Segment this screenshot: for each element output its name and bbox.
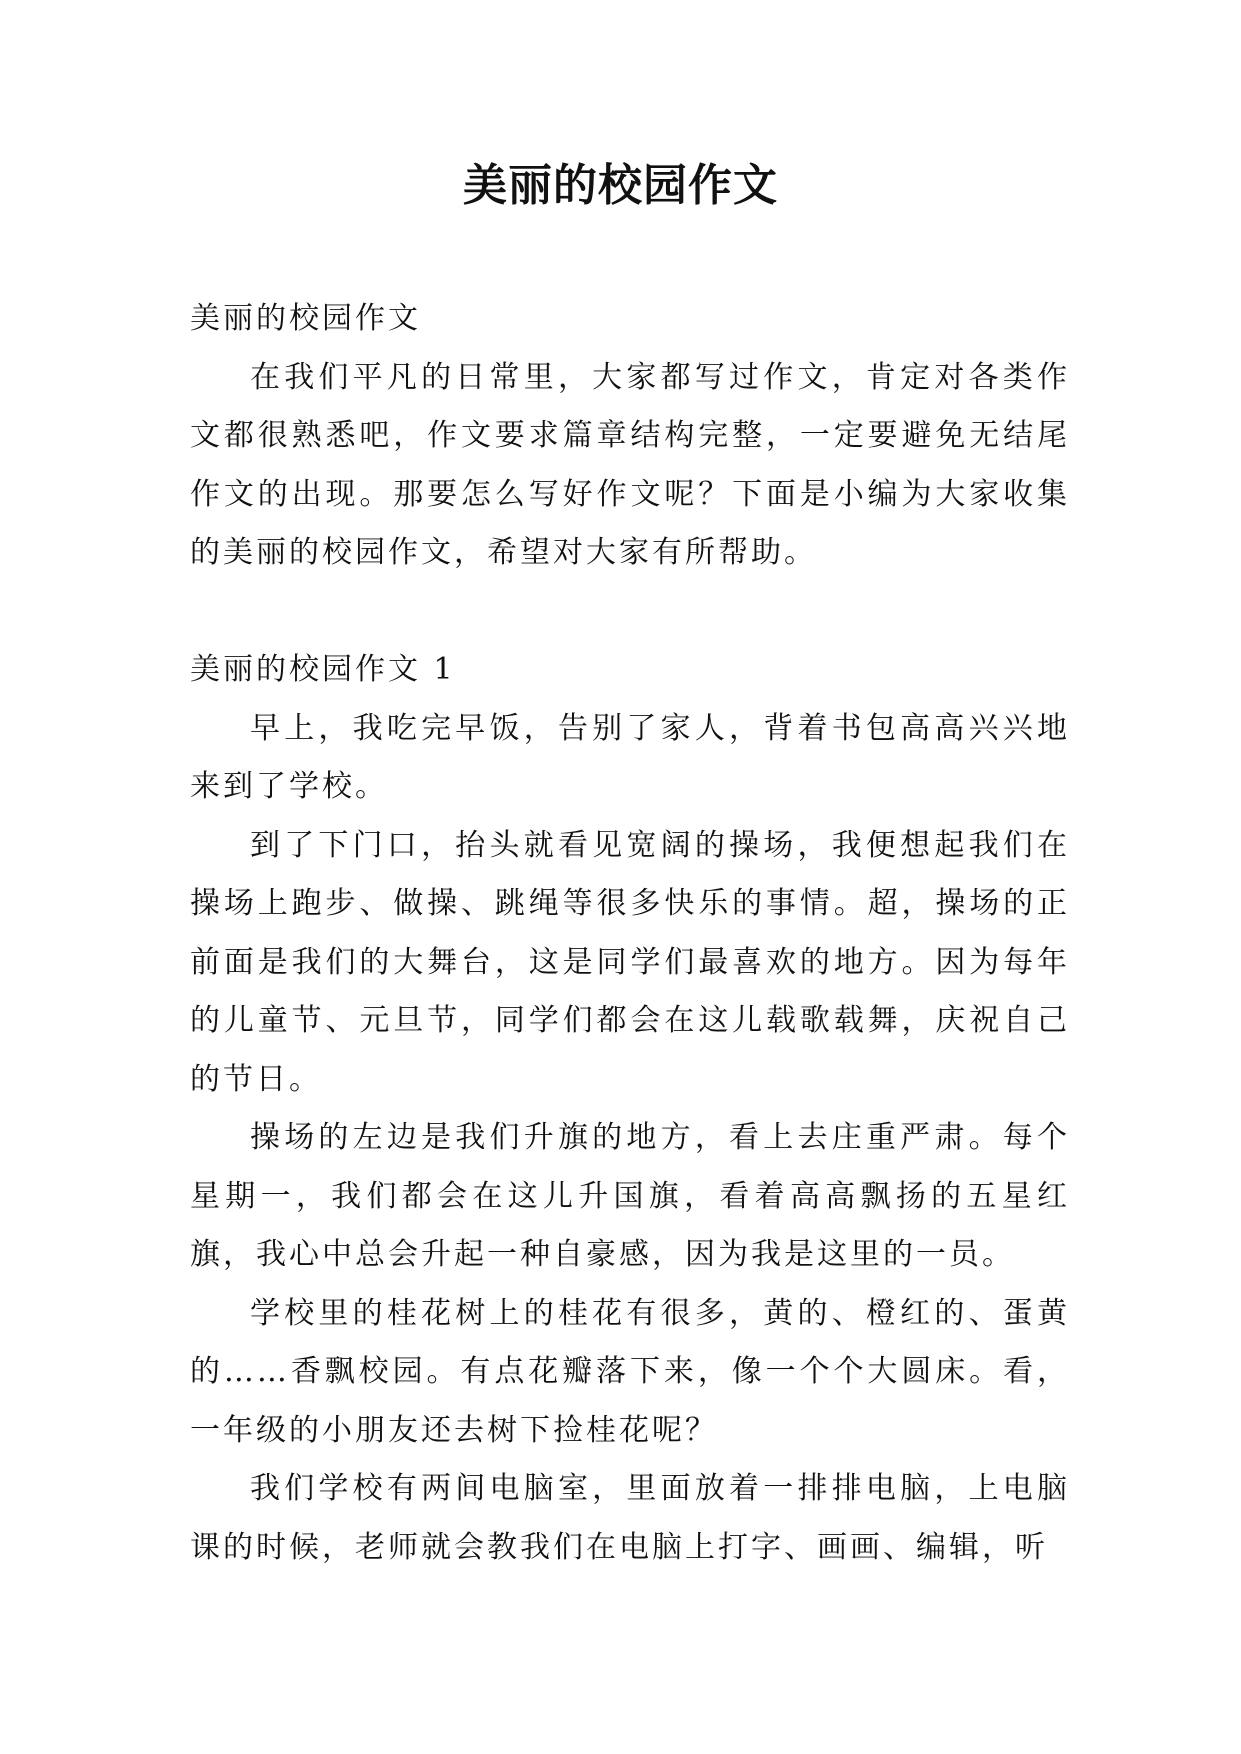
body-paragraph: 到了下门口，抬头就看见宽阔的操场，我便想起我们在操场上跑步、做操、跳绳等很多快乐的事情。超，操场的正前面是我们的大舞台，这是同学们最喜欢的地方。因为每年的儿童节、元旦节，同学们都会在这儿载歌载舞，庆祝自己的节日。 [190,827,1070,1097]
intro-heading: 美丽的校园作文 [190,301,421,336]
body-paragraph: 学校里的桂花树上的桂花有很多，黄的、橙红的、蛋黄的……香飘校园。有点花瓣落下来，像一个个大圆床。看，一年级的小朋友还去树下捡桂花呢？ [190,1295,1070,1448]
document-body [190,290,1070,1577]
section-spacer [190,583,1070,642]
body-paragraph: 我们学校有两间电脑室，里面放着一排排电脑，上电脑课的时候，老师就会教我们在电脑上打字、画画、编辑，听 [190,1471,1070,1565]
intro-paragraph: 在我们平凡的日常里，大家都写过作文，肯定对各类作文都很熟悉吧，作文要求篇章结构完整，一定要避免无结尾作文的出现。那要怎么写好作文呢？下面是小编为大家收集的美丽的校园作文，希望对大家有所帮助。 [190,359,1070,570]
body-paragraph: 操场的左边是我们升旗的地方，看上去庄重严肃。每个星期一，我们都会在这儿升国旗，看着高高飘扬的五星红旗，我心中总会升起一种自豪感，因为我是这里的一员。 [190,1120,1070,1272]
section-heading: 美丽的校园作文 1 [190,652,456,687]
body-paragraph: 早上，我吃完早饭，告别了家人，背着书包高高兴兴地来到了学校。 [190,710,1070,804]
document-title: 美丽的校园作文 [463,160,778,211]
